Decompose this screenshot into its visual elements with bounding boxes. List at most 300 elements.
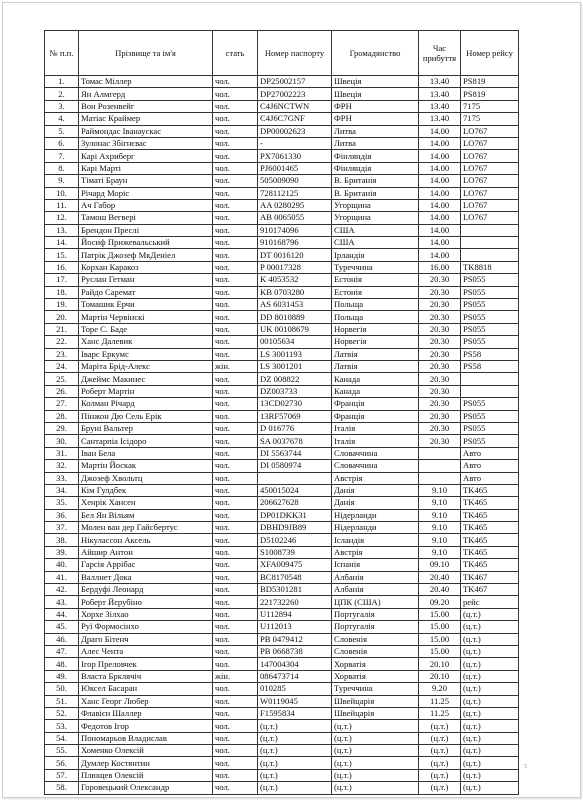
row-number: 51. <box>45 695 79 707</box>
passport-number: SA 0037678 <box>258 435 332 447</box>
arrival-time: 9.10 <box>419 534 461 546</box>
row-number: 20. <box>45 311 79 323</box>
flight-number: (ц.т.) <box>461 695 519 707</box>
arrival-time: 14.00 <box>419 212 461 224</box>
flight-number: TK465 <box>461 497 519 509</box>
passport-number: 910168796 <box>258 237 332 249</box>
citizenship: (ц.т.) <box>332 757 419 769</box>
table-row <box>45 745 519 757</box>
citizenship: Данія <box>332 497 419 509</box>
header-arrival-time: Час прибуття <box>419 31 461 76</box>
flight-number: LO767 <box>461 199 519 211</box>
flight-number: LO767 <box>461 137 519 149</box>
flight-number: PS055 <box>461 323 519 335</box>
flight-number: TK8818 <box>461 261 519 273</box>
person-name: Хоменко Олексій <box>79 745 213 757</box>
table-row <box>45 546 519 558</box>
person-name: Маріта Брід-Алекс <box>79 360 213 372</box>
person-sex: чол. <box>213 410 258 422</box>
arrival-time <box>419 447 461 459</box>
flight-number: (ц.т.) <box>461 683 519 695</box>
person-name: Гарсія Аррібас <box>79 559 213 571</box>
person-sex: чол. <box>213 633 258 645</box>
arrival-time: 11.25 <box>419 707 461 719</box>
passport-number: 010285 <box>258 683 332 695</box>
person-name: Драго Бітенч <box>79 633 213 645</box>
table-row <box>45 162 519 174</box>
table-row <box>45 633 519 645</box>
citizenship: В. Британія <box>332 187 419 199</box>
row-number: 35. <box>45 497 79 509</box>
citizenship: В. Британія <box>332 175 419 187</box>
passport-number: UK 00108679 <box>258 323 332 335</box>
row-number: 24. <box>45 360 79 372</box>
row-number: 54. <box>45 732 79 744</box>
table-row <box>45 348 519 360</box>
flight-number: TK467 <box>461 571 519 583</box>
citizenship: Польща <box>332 299 419 311</box>
arrival-time: 13.40 <box>419 76 461 88</box>
person-sex: чол. <box>213 286 258 298</box>
flight-number: PS055 <box>461 311 519 323</box>
table-row <box>45 150 519 162</box>
flight-number: (ц.т.) <box>461 757 519 769</box>
citizenship: Албанія <box>332 584 419 596</box>
flight-number: LO767 <box>461 187 519 199</box>
person-name: Томашик Ерчи <box>79 299 213 311</box>
passport-number: DP25002157 <box>258 76 332 88</box>
arrival-time: 11.25 <box>419 695 461 707</box>
person-sex: жін. <box>213 670 258 682</box>
arrival-time: 14.00 <box>419 199 461 211</box>
person-sex: чол. <box>213 509 258 521</box>
person-name: Руслан Гетман <box>79 274 213 286</box>
arrival-time: 9.10 <box>419 497 461 509</box>
person-sex: чол. <box>213 720 258 732</box>
flight-number: TK465 <box>461 522 519 534</box>
person-sex: чол. <box>213 534 258 546</box>
table-row <box>45 621 519 633</box>
citizenship: ЦПК (США) <box>332 596 419 608</box>
row-number: 22. <box>45 336 79 348</box>
arrival-time: (ц.т.) <box>419 769 461 781</box>
citizenship: Латвія <box>332 348 419 360</box>
flight-number: TK465 <box>461 509 519 521</box>
citizenship: США <box>332 237 419 249</box>
table-row <box>45 460 519 472</box>
passport-number: PX7061330 <box>258 150 332 162</box>
arrival-time: (ц.т.) <box>419 720 461 732</box>
person-name: Флавієн Шаллер <box>79 707 213 719</box>
person-name: Нікулассон Аксель <box>79 534 213 546</box>
citizenship: Франція <box>332 410 419 422</box>
row-number: 23. <box>45 348 79 360</box>
arrival-time: (ц.т.) <box>419 757 461 769</box>
row-number: 3. <box>45 100 79 112</box>
person-name: Патрік Джозеф МкДеніел <box>79 249 213 261</box>
table-row <box>45 323 519 335</box>
flight-number <box>461 373 519 385</box>
arrival-time: 20.40 <box>419 571 461 583</box>
passport-number: C4J6NCTWN <box>258 100 332 112</box>
arrival-time: 15.00 <box>419 608 461 620</box>
person-sex: чол. <box>213 299 258 311</box>
arrival-time: 20.10 <box>419 670 461 682</box>
passport-number: U112013 <box>258 621 332 633</box>
person-name: Торе С. Баде <box>79 323 213 335</box>
row-number: 57. <box>45 769 79 781</box>
citizenship: Словенія <box>332 645 419 657</box>
person-sex: чол. <box>213 311 258 323</box>
citizenship: Естонія <box>332 274 419 286</box>
citizenship: Хорватія <box>332 670 419 682</box>
citizenship: Фінляндія <box>332 162 419 174</box>
person-sex: чол. <box>213 472 258 484</box>
table-row <box>45 187 519 199</box>
person-sex: чол. <box>213 757 258 769</box>
row-number: 43. <box>45 596 79 608</box>
citizenship: США <box>332 224 419 236</box>
flight-number: LO767 <box>461 175 519 187</box>
arrival-time: 20.30 <box>419 385 461 397</box>
citizenship: Туреччина <box>332 683 419 695</box>
citizenship: Ірландія <box>332 249 419 261</box>
flight-number: (ц.т.) <box>461 658 519 670</box>
table-row <box>45 757 519 769</box>
arrival-time: (ц.т.) <box>419 732 461 744</box>
row-number: 37. <box>45 522 79 534</box>
table-header-row <box>45 31 519 76</box>
row-number: 48. <box>45 658 79 670</box>
person-sex: чол. <box>213 559 258 571</box>
flight-number: PS055 <box>461 435 519 447</box>
row-number: 46. <box>45 633 79 645</box>
row-number: 55. <box>45 745 79 757</box>
citizenship: Польща <box>332 311 419 323</box>
person-sex: чол. <box>213 187 258 199</box>
page-number: 5 <box>524 764 527 770</box>
passport-number: 505009090 <box>258 175 332 187</box>
arrival-time <box>419 472 461 484</box>
passport-number: (ц.т.) <box>258 769 332 781</box>
citizenship: Швейцарія <box>332 707 419 719</box>
flight-number: (ц.т.) <box>461 720 519 732</box>
person-name: Бердуфі Леонард <box>79 584 213 596</box>
row-number: 7. <box>45 150 79 162</box>
arrival-time: (ц.т.) <box>419 782 461 794</box>
passport-number: DI 5563744 <box>258 447 332 459</box>
passport-number: D 016776 <box>258 422 332 434</box>
person-name: Ігор Преловчек <box>79 658 213 670</box>
table-row <box>45 422 519 434</box>
citizenship: Франція <box>332 398 419 410</box>
row-number: 11. <box>45 199 79 211</box>
passport-number: LS 3001193 <box>258 348 332 360</box>
person-sex: чол. <box>213 113 258 125</box>
passport-number <box>258 472 332 484</box>
person-name: Вон Розенвейг <box>79 100 213 112</box>
flight-number: рейс <box>461 596 519 608</box>
table-row <box>45 584 519 596</box>
citizenship: ФРН <box>332 113 419 125</box>
arrival-time: 20.30 <box>419 360 461 372</box>
row-number: 1. <box>45 76 79 88</box>
arrival-time: 20.30 <box>419 286 461 298</box>
arrival-time: 20.30 <box>419 323 461 335</box>
row-number: 45. <box>45 621 79 633</box>
passport-number: BD5301281 <box>258 584 332 596</box>
passport-number: 00105634 <box>258 336 332 348</box>
citizenship: Угорщина <box>332 212 419 224</box>
table-row <box>45 596 519 608</box>
row-number: 36. <box>45 509 79 521</box>
person-name: Молен ван дер Гайсбертус <box>79 522 213 534</box>
flight-number: LO767 <box>461 162 519 174</box>
citizenship: Італія <box>332 422 419 434</box>
person-name: Бруні Вальтер <box>79 422 213 434</box>
table-row <box>45 732 519 744</box>
person-sex: чол. <box>213 100 258 112</box>
row-number: 6. <box>45 137 79 149</box>
person-sex: чол. <box>213 732 258 744</box>
citizenship: Словаччина <box>332 460 419 472</box>
passport-number: F1595834 <box>258 707 332 719</box>
row-number: 29. <box>45 422 79 434</box>
arrival-time: 9.10 <box>419 509 461 521</box>
arrival-time: 20.30 <box>419 336 461 348</box>
citizenship: Норвегія <box>332 336 419 348</box>
flight-number <box>461 237 519 249</box>
person-sex: чол. <box>213 596 258 608</box>
person-sex: чол. <box>213 745 258 757</box>
person-name: Плющев Олексій <box>79 769 213 781</box>
flight-number: Авто <box>461 472 519 484</box>
citizenship: (ц.т.) <box>332 782 419 794</box>
passport-number: P 00017328 <box>258 261 332 273</box>
table-row <box>45 373 519 385</box>
person-sex: чол. <box>213 261 258 273</box>
citizenship: Литва <box>332 137 419 149</box>
citizenship: Угорщина <box>332 199 419 211</box>
row-number: 32. <box>45 460 79 472</box>
flight-number: PS055 <box>461 398 519 410</box>
row-number: 25. <box>45 373 79 385</box>
citizenship: ФРН <box>332 100 419 112</box>
flight-number: PS055 <box>461 274 519 286</box>
row-number: 8. <box>45 162 79 174</box>
citizenship: Литва <box>332 125 419 137</box>
passport-number: DP00002623 <box>258 125 332 137</box>
row-number: 19. <box>45 299 79 311</box>
table-row <box>45 522 519 534</box>
table-row <box>45 286 519 298</box>
citizenship: Швейцарія <box>332 695 419 707</box>
person-sex: чол. <box>213 621 258 633</box>
table-row <box>45 113 519 125</box>
arrival-time: 14.00 <box>419 162 461 174</box>
row-number: 10. <box>45 187 79 199</box>
table-row <box>45 571 519 583</box>
table-row <box>45 695 519 707</box>
passport-number: DP01DKK31 <box>258 509 332 521</box>
person-sex: чол. <box>213 546 258 558</box>
person-name: Ханс Георг Любер <box>79 695 213 707</box>
passport-number: DD 8010889 <box>258 311 332 323</box>
passport-number: 206627628 <box>258 497 332 509</box>
table-row <box>45 398 519 410</box>
row-number: 58. <box>45 782 79 794</box>
person-sex: чол. <box>213 422 258 434</box>
person-name: Райдо Саремат <box>79 286 213 298</box>
row-number: 2. <box>45 88 79 100</box>
citizenship: Швеція <box>332 76 419 88</box>
table-row <box>45 484 519 496</box>
person-name: Карі Марті <box>79 162 213 174</box>
flight-number: TK465 <box>461 484 519 496</box>
person-sex: чол. <box>213 584 258 596</box>
table-row <box>45 608 519 620</box>
arrival-time: 16.00 <box>419 261 461 273</box>
table-row <box>45 212 519 224</box>
citizenship: Туреччина <box>332 261 419 273</box>
row-number: 40. <box>45 559 79 571</box>
table-row <box>45 559 519 571</box>
arrival-time: 13.40 <box>419 113 461 125</box>
table-row <box>45 782 519 794</box>
table-row <box>45 435 519 447</box>
row-number: 34. <box>45 484 79 496</box>
row-number: 38. <box>45 534 79 546</box>
flight-number: PS055 <box>461 410 519 422</box>
row-number: 50. <box>45 683 79 695</box>
row-number: 42. <box>45 584 79 596</box>
arrival-time: 14.00 <box>419 187 461 199</box>
passport-number: PJ6001465 <box>258 162 332 174</box>
table-row <box>45 447 519 459</box>
row-number: 26. <box>45 385 79 397</box>
person-sex: чол. <box>213 658 258 670</box>
row-number: 9. <box>45 175 79 187</box>
table-row <box>45 509 519 521</box>
arrival-time: 20.30 <box>419 410 461 422</box>
flight-number: TK465 <box>461 546 519 558</box>
row-number: 52. <box>45 707 79 719</box>
arrival-time: 09.10 <box>419 559 461 571</box>
row-number: 47. <box>45 645 79 657</box>
passport-number: DZ 008822 <box>258 373 332 385</box>
flight-number: (ц.т.) <box>461 645 519 657</box>
person-name: Пономарьов Владислав <box>79 732 213 744</box>
person-sex: чол. <box>213 175 258 187</box>
passport-number: DZ003733 <box>258 385 332 397</box>
header-number: № п.п. <box>45 31 79 76</box>
person-name: Пінжон Дю Сель Ерік <box>79 410 213 422</box>
table-row <box>45 76 519 88</box>
person-sex: чол. <box>213 373 258 385</box>
passport-number: 13CD02730 <box>258 398 332 410</box>
table-row <box>45 645 519 657</box>
person-sex: чол. <box>213 137 258 149</box>
person-name: Томас Міллер <box>79 76 213 88</box>
table-row <box>45 249 519 261</box>
passport-number: 086473714 <box>258 670 332 682</box>
citizenship: Італія <box>332 435 419 447</box>
table-row <box>45 497 519 509</box>
header-citizenship: Громадянство <box>332 31 419 76</box>
citizenship: Іспанія <box>332 559 419 571</box>
flight-number: PS055 <box>461 422 519 434</box>
person-name: Колман Річард <box>79 398 213 410</box>
person-name: Джеймс Макинес <box>79 373 213 385</box>
person-name: Джозеф Хвольтц <box>79 472 213 484</box>
row-number: 16. <box>45 261 79 273</box>
table-row <box>45 410 519 422</box>
row-number: 17. <box>45 274 79 286</box>
person-name: Тіматі Браун <box>79 175 213 187</box>
person-sex: чол. <box>213 212 258 224</box>
arrival-time: 14.00 <box>419 249 461 261</box>
header-passport: Номер паспорту <box>258 31 332 76</box>
flight-number: (ц.т.) <box>461 670 519 682</box>
citizenship: (ц.т.) <box>332 720 419 732</box>
person-sex: чол. <box>213 162 258 174</box>
person-sex: чол. <box>213 323 258 335</box>
flight-number: 7175 <box>461 100 519 112</box>
flight-number: (ц.т.) <box>461 608 519 620</box>
citizenship: Хорватія <box>332 658 419 670</box>
person-name: Кім Гулдбек <box>79 484 213 496</box>
arrival-time: 20.10 <box>419 658 461 670</box>
citizenship: Латвія <box>332 360 419 372</box>
passport-number: (ц.т.) <box>258 732 332 744</box>
arrival-time: 15.00 <box>419 621 461 633</box>
passport-number: PB 0668738 <box>258 645 332 657</box>
citizenship: Норвегія <box>332 323 419 335</box>
person-sex: чол. <box>213 782 258 794</box>
person-sex: чол. <box>213 398 258 410</box>
citizenship: Канада <box>332 385 419 397</box>
arrival-time: 15.00 <box>419 633 461 645</box>
table-row <box>45 769 519 781</box>
person-name: Роберт Йєрубіно <box>79 596 213 608</box>
person-sex: чол. <box>213 484 258 496</box>
flight-number: TK467 <box>461 584 519 596</box>
flight-number: LO767 <box>461 125 519 137</box>
header-flight: Номер рейсу <box>461 31 519 76</box>
flight-number: LO767 <box>461 150 519 162</box>
person-name: Руї Формосінхо <box>79 621 213 633</box>
row-number: 49. <box>45 670 79 682</box>
flight-number: (ц.т.) <box>461 621 519 633</box>
citizenship: Фінляндія <box>332 150 419 162</box>
row-number: 53. <box>45 720 79 732</box>
person-name: Горовецький Олександр <box>79 782 213 794</box>
person-sex: чол. <box>213 707 258 719</box>
person-sex: чол. <box>213 385 258 397</box>
arrival-time: (ц.т.) <box>419 745 461 757</box>
passport-number: DI 0580974 <box>258 460 332 472</box>
passport-number: 728112125 <box>258 187 332 199</box>
person-sex: чол. <box>213 274 258 286</box>
person-sex: чол. <box>213 125 258 137</box>
row-number: 44. <box>45 608 79 620</box>
person-name: Йосиф Прижевальський <box>79 237 213 249</box>
citizenship: Португалія <box>332 608 419 620</box>
person-sex: чол. <box>213 237 258 249</box>
passport-number: C4J6C7GNF <box>258 113 332 125</box>
table-row <box>45 720 519 732</box>
header-sex: стать <box>213 31 258 76</box>
